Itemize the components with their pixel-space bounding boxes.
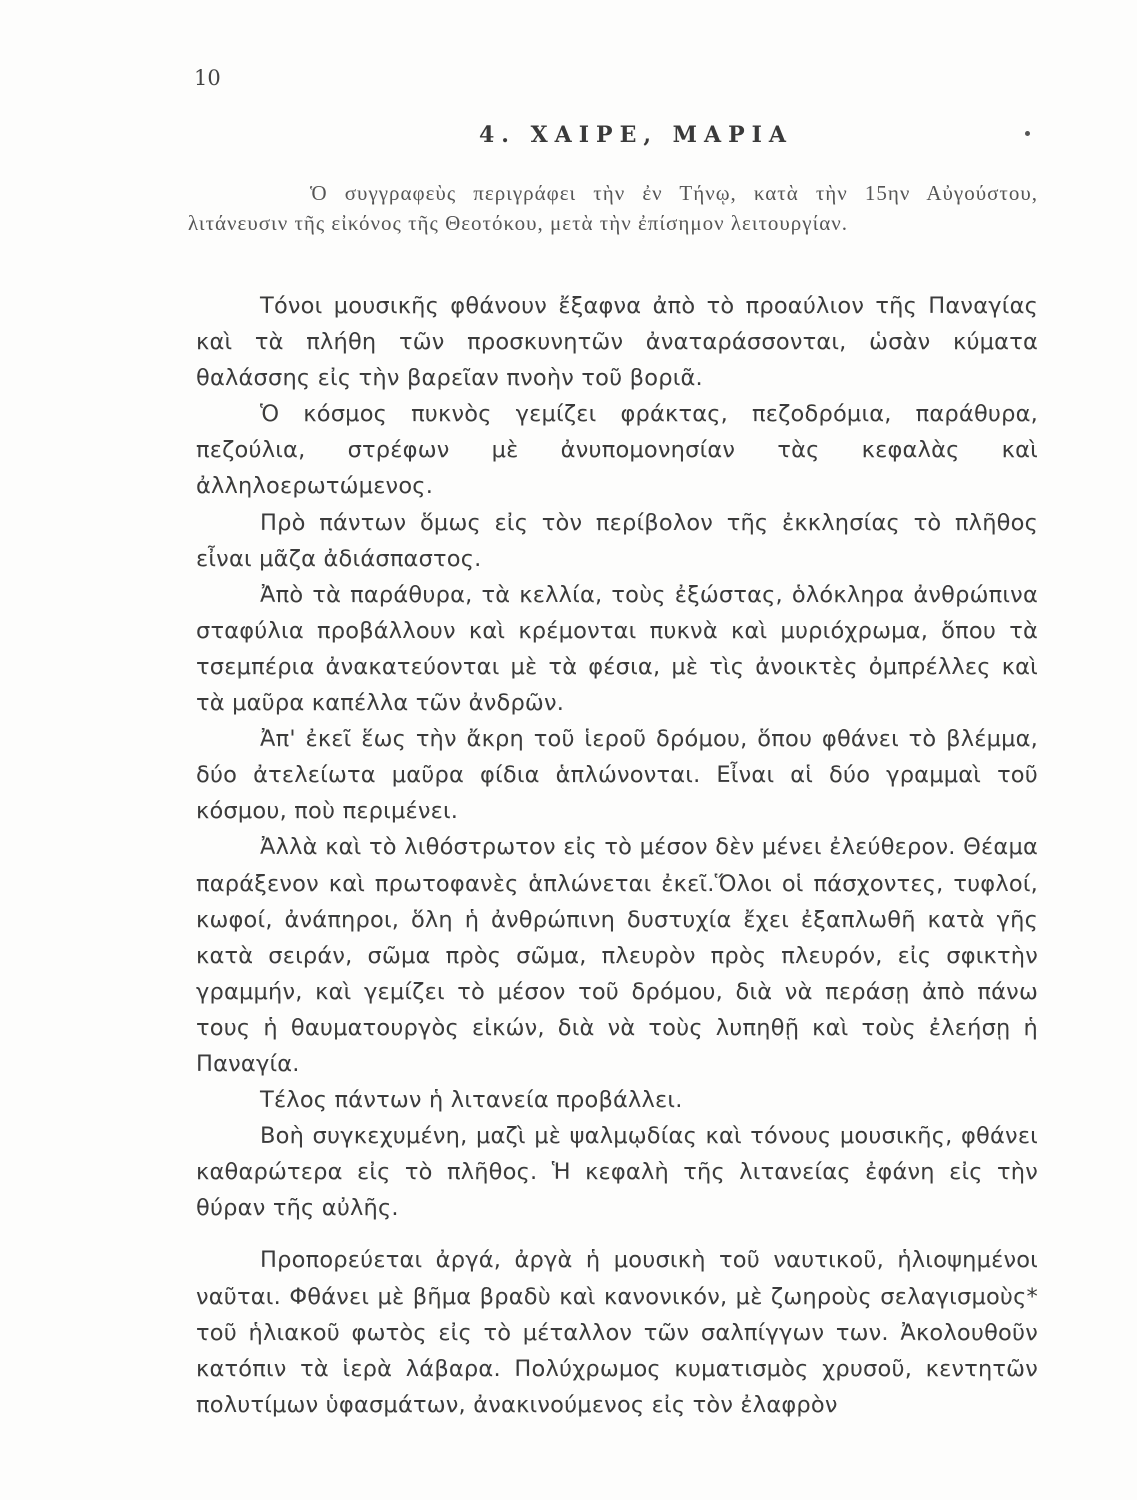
paragraph-3: Πρὸ πάντων ὅμως εἰς τὸν περίβολον τῆς ἐκκλησίας τὸ πλῆθος εἶναι μᾶζα ἀδιάσπαστος. <box>196 509 1038 572</box>
paragraph-4: Ἀπὸ τὰ παράθυρα, τὰ κελλία, τοὺς ἐξώστας, ὁλόκληρα ἀνθρώπινα σταφύλια προβάλλουν καὶ κρέμονται πυκνὰ καὶ μυριόχρωμα, ὅπου τὰ τσεμπέρια ἀνακατεύονται μὲ τὰ φέσια, μὲ τὶς ἀνοικτὲς ὀμπρέλλες καὶ τὰ μαῦρα καπέλλα τῶν ἀνδρῶν. <box>196 581 1038 717</box>
body-text <box>196 288 1038 1423</box>
chapter-intro <box>188 178 1038 238</box>
paragraph-1: Τόνοι μουσικῆς φθάνουν ἔξαφνα ἀπὸ τὸ προαύλιον τῆς Παναγίας καὶ τὰ πλήθη τῶν προσκυνητῶν ἀναταράσσονται, ὡσὰν κύματα θαλάσσης εἰς τὴν βαρεῖαν πνοὴν τοῦ βοριᾶ. <box>196 293 1038 392</box>
paragraph-5: Ἀπ' ἐκεῖ ἕως τὴν ἄκρη τοῦ ἱεροῦ δρόμου, ὅπου φθάνει τὸ βλέμμα, δύο ἀτελείωτα μαῦρα φίδια ἁπλώνονται. Εἶναι αἱ δύο γραμμαὶ τοῦ κόσμου, ποὺ περιμένει. <box>196 726 1038 825</box>
paragraph-7: Τέλος πάντων ἡ λιτανεία προβάλλει. <box>260 1087 683 1114</box>
paragraph-9: Προπορεύεται ἀργά, ἀργὰ ἡ μουσικὴ τοῦ ναυτικοῦ, ἡλιοψημένοι ναῦται. Φθάνει μὲ βῆμα βραδὺ καὶ κανονικόν, μὲ ζωηροὺς σελαγισμοὺς* τοῦ ἡλιακοῦ φωτὸς εἰς τὸ μέταλλον τῶν σαλπίγγων των. Ἀκολουθοῦν κατόπιν τὰ ἱερὰ λάβαρα. Πολύχρωμος κυματισμὸς χρυσοῦ, κεντητῶν πολυτίμων ὑφασμάτων, ἀνακινούμενος εἰς τὸν ἐλαφρὸν <box>196 1247 1038 1418</box>
intro-paragraph: Ὁ συγγραφεὺς περιγράφει τὴν ἐν Τήνῳ, κατὰ τὴν 15ην Αὐγούστου, λιτάνευσιν τῆς εἰκόνος τῆς Θεοτόκου, μετὰ τὴν ἐπίσημον λειτουργίαν. <box>188 181 1038 235</box>
page-number: 10 <box>194 66 221 90</box>
paragraph-2: Ὁ κόσμος πυκνὸς γεμίζει φράκτας, πεζοδρόμια, παράθυρα, πεζούλια, στρέφων μὲ ἀνυπομονησίαν τὰς κεφαλὰς καὶ ἀλληλοερωτώμενος. <box>196 401 1038 500</box>
paragraph-6: Ἀλλὰ καὶ τὸ λιθόστρωτον εἰς τὸ μέσον δὲν μένει ἐλεύθερον. Θέαμα παράξενον καὶ πρωτοφανὲς ἁπλώνεται ἐκεῖ.Ὅλοι οἱ πάσχοντες, τυφλοί, κωφοί, ἀνάπηροι, ὅλη ἡ ἀνθρώπινη δυστυχία ἔχει ἐξαπλωθῆ κατὰ γῆς κατὰ σειράν, σῶμα πρὸς σῶμα, πλευρὸν πρὸς πλευρόν, εἰς σφικτὴν γραμμήν, καὶ γεμίζει τὸ μέσον τοῦ δρόμου, διὰ νὰ περάσῃ ἀπὸ πάνω τους ἡ θαυματουργὸς εἰκών, διὰ νὰ τοὺς λυπηθῇ καὶ τοὺς ἐλεήσῃ ἡ Παναγία. <box>196 834 1038 1077</box>
chapter-title: 4. ΧΑΙΡΕ, ΜΑΡΙΑ <box>478 122 793 148</box>
paragraph-8: Βοὴ συγκεχυμένη, μαζὶ μὲ ψαλμῳδίας καὶ τόνους μουσικῆς, φθάνει καθαρώτερα εἰς τὸ πλῆθος. Ἡ κεφαλὴ τῆς λιτανείας ἐφάνη εἰς τὴν θύραν τῆς αὐλῆς. <box>196 1123 1038 1222</box>
